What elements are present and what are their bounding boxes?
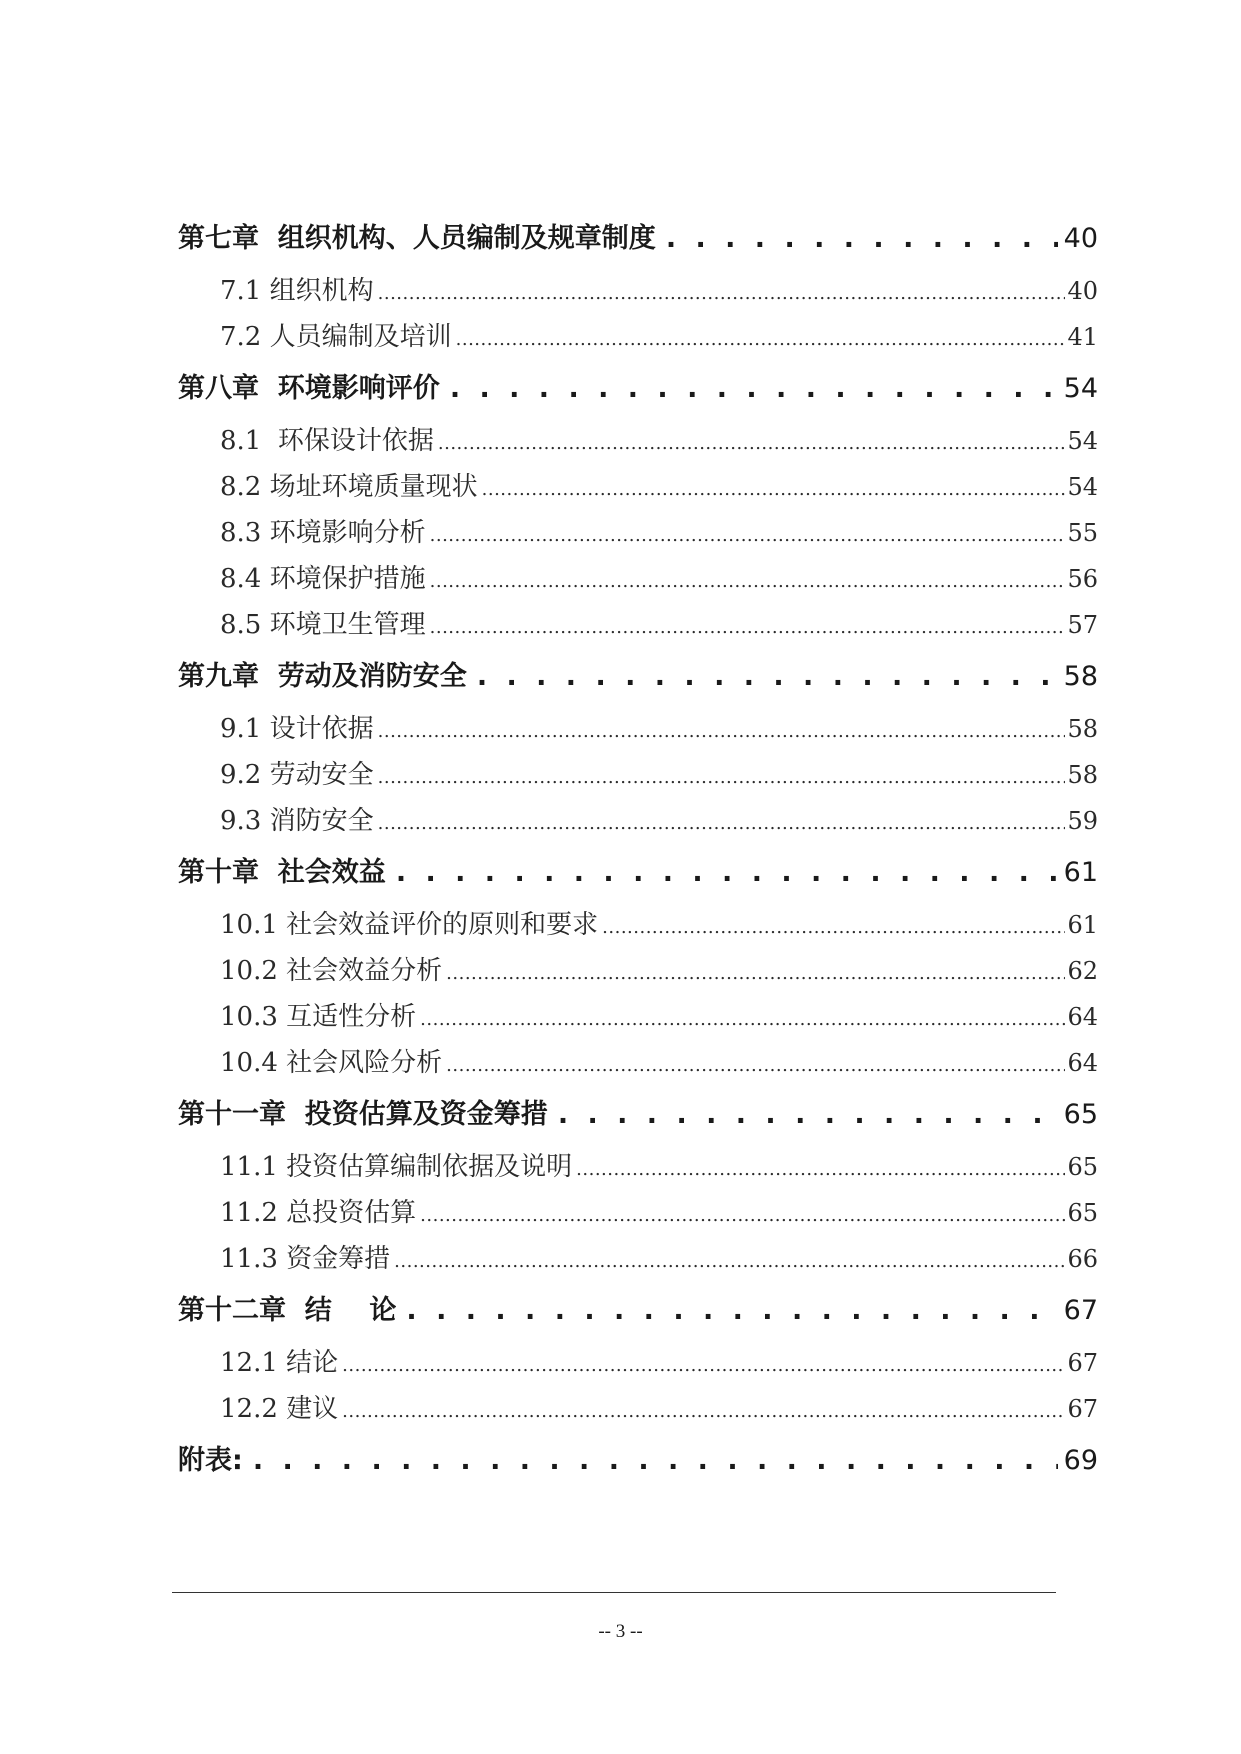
toc-leader-dots bbox=[482, 467, 1066, 513]
toc-section-title: 10.2 社会效益分析 bbox=[220, 956, 443, 986]
toc-leader-dots bbox=[406, 1282, 1057, 1340]
toc-leader-dots bbox=[477, 648, 1058, 706]
toc-chapter-entry[interactable] bbox=[178, 1086, 1098, 1144]
toc-chapter-entry[interactable] bbox=[178, 1432, 1098, 1490]
toc-section-page-number: 64 bbox=[1067, 1003, 1098, 1031]
toc-chapter-page-number: 54 bbox=[1063, 373, 1098, 404]
footer-divider bbox=[172, 1592, 1056, 1593]
toc-leader-dots bbox=[378, 271, 1066, 317]
toc-leader-dots bbox=[378, 801, 1066, 847]
toc-chapter-title: 附表: bbox=[178, 1445, 243, 1476]
toc-chapter-title: 第八章 环境影响评价 bbox=[178, 373, 440, 404]
toc-section-title: 8.3 环境影响分析 bbox=[220, 518, 426, 548]
toc-section-title: 10.1 社会效益评价的原则和要求 bbox=[220, 910, 599, 940]
toc-section-title: 9.2 劳动安全 bbox=[220, 760, 374, 790]
toc-leader-dots bbox=[394, 1239, 1065, 1285]
toc-section-page-number: 65 bbox=[1067, 1199, 1098, 1227]
toc-chapter-title: 第七章 组织机构、人员编制及规章制度 bbox=[178, 223, 656, 254]
toc-section-entry[interactable] bbox=[178, 752, 1098, 798]
toc-section-entry[interactable] bbox=[178, 268, 1098, 314]
toc-leader-dots bbox=[602, 905, 1065, 951]
toc-section-entry[interactable] bbox=[178, 994, 1098, 1040]
toc-chapter-page-number: 69 bbox=[1063, 1445, 1098, 1476]
toc-section-entry[interactable] bbox=[178, 798, 1098, 844]
toc-chapter-title: 第十章 社会效益 bbox=[178, 857, 386, 888]
toc-leader-dots bbox=[342, 1389, 1065, 1435]
toc-section-page-number: 62 bbox=[1067, 957, 1098, 985]
toc-section-title: 8.2 场址环境质量现状 bbox=[220, 472, 478, 502]
toc-section-title: 10.3 互适性分析 bbox=[220, 1002, 417, 1032]
toc-section-entry[interactable] bbox=[178, 1236, 1098, 1282]
toc-leader-dots bbox=[446, 1043, 1065, 1089]
toc-section-title: 7.1 组织机构 bbox=[220, 276, 374, 306]
toc-chapter-page-number: 65 bbox=[1063, 1099, 1098, 1130]
toc-chapter-entry[interactable] bbox=[178, 360, 1098, 418]
toc-section-title: 9.1 设计依据 bbox=[220, 714, 374, 744]
toc-section-page-number: 41 bbox=[1067, 323, 1098, 351]
toc-section-title: 8.5 环境卫生管理 bbox=[220, 610, 426, 640]
toc-leader-dots bbox=[446, 951, 1065, 997]
toc-section-page-number: 67 bbox=[1067, 1395, 1098, 1423]
toc-leader-dots bbox=[253, 1432, 1058, 1490]
toc-chapter-page-number: 40 bbox=[1063, 223, 1098, 254]
toc-section-entry[interactable] bbox=[178, 948, 1098, 994]
toc-section-title: 9.3 消防安全 bbox=[220, 806, 374, 836]
toc-section-page-number: 55 bbox=[1067, 519, 1098, 547]
toc-leader-dots bbox=[378, 709, 1066, 755]
toc-chapter-page-number: 61 bbox=[1063, 857, 1098, 888]
toc-section-title: 12.1 结论 bbox=[220, 1348, 339, 1378]
toc-leader-dots bbox=[666, 210, 1058, 268]
toc-leader-dots bbox=[450, 360, 1058, 418]
toc-chapter-title: 第十二章 结 论 bbox=[178, 1295, 397, 1326]
toc-section-title: 12.2 建议 bbox=[220, 1394, 339, 1424]
toc-section-page-number: 58 bbox=[1067, 715, 1098, 743]
toc-section-entry[interactable] bbox=[178, 464, 1098, 510]
toc-section-title: 8.4 环境保护措施 bbox=[220, 564, 426, 594]
toc-leader-dots bbox=[430, 513, 1066, 559]
toc-section-title: 11.1 投资估算编制依据及说明 bbox=[220, 1152, 573, 1182]
toc-section-page-number: 58 bbox=[1067, 761, 1098, 789]
toc-chapter-title: 第十一章 投资估算及资金筹措 bbox=[178, 1099, 548, 1130]
toc-section-entry[interactable] bbox=[178, 602, 1098, 648]
table-of-contents bbox=[178, 210, 1098, 1490]
toc-section-page-number: 61 bbox=[1067, 911, 1098, 939]
toc-section-page-number: 59 bbox=[1067, 807, 1098, 835]
toc-leader-dots bbox=[456, 317, 1066, 363]
toc-section-title: 11.3 资金筹措 bbox=[220, 1244, 391, 1274]
toc-section-page-number: 54 bbox=[1067, 473, 1098, 501]
toc-leader-dots bbox=[378, 755, 1066, 801]
toc-leader-dots bbox=[420, 1193, 1065, 1239]
toc-section-page-number: 56 bbox=[1067, 565, 1098, 593]
toc-section-entry[interactable] bbox=[178, 1340, 1098, 1386]
toc-section-page-number: 54 bbox=[1067, 427, 1098, 455]
toc-chapter-title: 第九章 劳动及消防安全 bbox=[178, 661, 467, 692]
toc-leader-dots bbox=[576, 1147, 1065, 1193]
toc-section-page-number: 66 bbox=[1067, 1245, 1098, 1273]
toc-section-title: 7.2 人员编制及培训 bbox=[220, 322, 452, 352]
page-number: -- 3 -- bbox=[598, 1621, 643, 1642]
toc-section-entry[interactable] bbox=[178, 1386, 1098, 1432]
toc-leader-dots bbox=[558, 1086, 1058, 1144]
toc-section-entry[interactable] bbox=[178, 1144, 1098, 1190]
toc-leader-dots bbox=[430, 559, 1066, 605]
toc-chapter-page-number: 58 bbox=[1063, 661, 1098, 692]
toc-section-entry[interactable] bbox=[178, 556, 1098, 602]
toc-section-entry[interactable] bbox=[178, 902, 1098, 948]
toc-leader-dots bbox=[430, 605, 1066, 651]
toc-leader-dots bbox=[420, 997, 1065, 1043]
toc-section-entry[interactable] bbox=[178, 510, 1098, 556]
toc-chapter-entry[interactable] bbox=[178, 1282, 1098, 1340]
toc-chapter-entry[interactable] bbox=[178, 210, 1098, 268]
toc-leader-dots bbox=[438, 421, 1066, 467]
toc-section-page-number: 64 bbox=[1067, 1049, 1098, 1077]
toc-section-entry[interactable] bbox=[178, 314, 1098, 360]
toc-chapter-entry[interactable] bbox=[178, 648, 1098, 706]
toc-section-page-number: 57 bbox=[1067, 611, 1098, 639]
toc-section-title: 10.4 社会风险分析 bbox=[220, 1048, 443, 1078]
toc-section-page-number: 67 bbox=[1067, 1349, 1098, 1377]
toc-section-entry[interactable] bbox=[178, 1040, 1098, 1086]
toc-section-entry[interactable] bbox=[178, 706, 1098, 752]
toc-section-page-number: 65 bbox=[1067, 1153, 1098, 1181]
toc-leader-dots bbox=[396, 844, 1058, 902]
toc-section-page-number: 40 bbox=[1067, 277, 1098, 305]
toc-section-title: 11.2 总投资估算 bbox=[220, 1198, 417, 1228]
toc-section-entry[interactable] bbox=[178, 1190, 1098, 1236]
toc-leader-dots bbox=[342, 1343, 1065, 1389]
toc-section-title: 8.1 环保设计依据 bbox=[220, 426, 434, 456]
toc-chapter-page-number: 67 bbox=[1063, 1295, 1098, 1326]
toc-section-entry[interactable] bbox=[178, 418, 1098, 464]
toc-chapter-entry[interactable] bbox=[178, 844, 1098, 902]
